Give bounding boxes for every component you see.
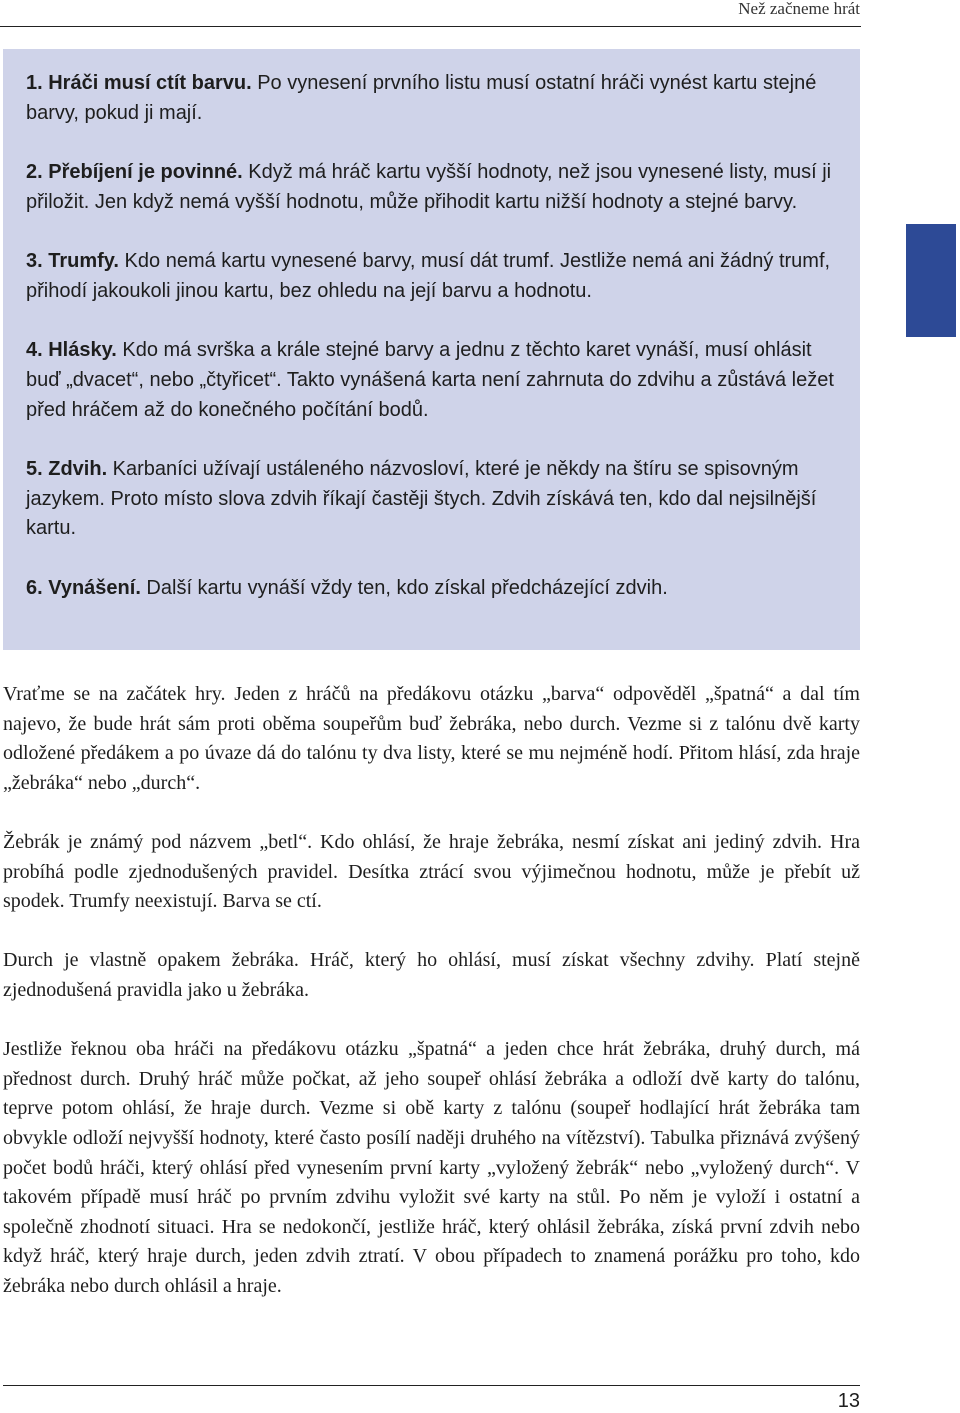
- rules-box: [3, 49, 860, 650]
- rule-title: 4. Hlásky.: [26, 339, 117, 362]
- rule-item: [26, 158, 840, 217]
- rule-text: Po vynesení prvního listu musí ostatní hráči vynést kartu stejné barvy, pokud ji mají.: [26, 72, 817, 124]
- rule-item: [26, 336, 840, 425]
- rule-text: Když má hráč kartu vyšší hodnoty, než jsou vynesené listy, musí ji přiložit. Jen když nemá vyšší hodnotu, může přihodit kartu nižší hodnoty a stejné barvy.: [26, 161, 832, 213]
- body-text: [3, 680, 860, 1331]
- rule-title: 2. Přebíjení je povinné.: [26, 161, 243, 184]
- rule-item: [26, 574, 840, 604]
- rule-title: 3. Trumfy.: [26, 250, 119, 273]
- footer-rule: [3, 1385, 860, 1386]
- rule-title: 6. Vynášení.: [26, 576, 141, 599]
- rule-text: Kdo má svrška a krále stejné barvy a jednu z těchto karet vynáší, musí ohlásit buď „dvacet“, nebo „čtyřicet“. Takto vynášená karta není zahrnuta do zdvihu a zůstává ležet před hráčem až do konečného počítání bodů.: [26, 339, 834, 421]
- paragraph: Durch je vlastně opakem žebráka. Hráč, který ho ohlásí, musí získat všechny zdvihy. Platí stejně zjednodušená pravidla jako u žebráka.: [3, 949, 860, 1001]
- rule-text: Kdo nemá kartu vynesené barvy, musí dát trumf. Jestliže nemá ani žádný trumf, přihodí jakoukoli jinou kartu, bez ohledu na její barvu a hodnotu.: [26, 250, 831, 302]
- rule-item: [26, 247, 840, 306]
- running-head: Než začneme hrát: [738, 0, 860, 18]
- paragraph: Jestliže řeknou oba hráči na předákovu otázku „špatná“ a jeden chce hrát žebráka, druhý durch, má přednost durch. Druhý hráč může počkat, až jeho soupeř ohlásí žebráka a odloží dvě karty do talónu, teprve potom ohlásí, že hraje durch. Vezme si obě karty z talónu (soupeř hodlající hrát žebráka tam obvykle odloží nejvyšší hodnoty, které často posílí naději druhého na vítězství). Tabulka přiznává zvýšený počet bodů hráči, který ohlásí před vynesením první karty „vyložený žebrák“ nebo „vyložený durch“. V takovém případě musí hráč po prvním zdvihu vyložit své karty na stůl. Po něm je vyloží i ostatní a společně zhodnotí situaci. Hra se nedokončí, jestliže hráč, který ohlásil žebráka, získá první zdvih nebo když hráč, který hraje durch, jeden zdvih ztratí. V obou případech to znamená porážku pro toho, kdo žebráka nebo durch ohlásil a hraje.: [3, 1038, 860, 1297]
- rule-title: 1. Hráči musí ctít barvu.: [26, 72, 252, 94]
- paragraph: Žebrák je známý pod názvem „betl“. Kdo ohlásí, že hraje žebráka, nesmí získat ani jediný zdvih. Hra probíhá podle zjednodušených pravidel. Desítka ztrácí svou výjimečnou hodnotu, může je přebít už spodek. Trumfy neexistují. Barva se ctí.: [3, 830, 860, 913]
- chapter-tab: [906, 224, 956, 337]
- rule-item: [26, 69, 840, 128]
- page-number: 13: [837, 1390, 860, 1412]
- paragraph: Vraťme se na začátek hry. Jeden z hráčů na předákovu otázku „barva“ odpověděl „špatná“ a dal tím najevo, že bude hrát sám proti oběma soupeřům buď žebráka, nebo durch. Vezme si z talónu dvě karty odložené předákem a po úvaze dá do talónu ty dva listy, které se mu nejméně hodí. Přitom hlásí, zda hraje „žebráka“ nebo „durch“.: [3, 683, 860, 794]
- rule-title: 5. Zdvih.: [26, 458, 108, 481]
- rule-text: Karbaníci užívají ustáleného názvosloví, které je někdy na štíru se spisovným jazykem. Proto místo slova zdvih říkají častěji štych. Zdvih získává ten, kdo dal nejsilnější kartu.: [26, 458, 817, 540]
- rule-item: [26, 455, 840, 544]
- rule-text: Další kartu vynáší vždy ten, kdo získal předcházející zdvih.: [140, 576, 668, 599]
- header-rule: [0, 26, 861, 27]
